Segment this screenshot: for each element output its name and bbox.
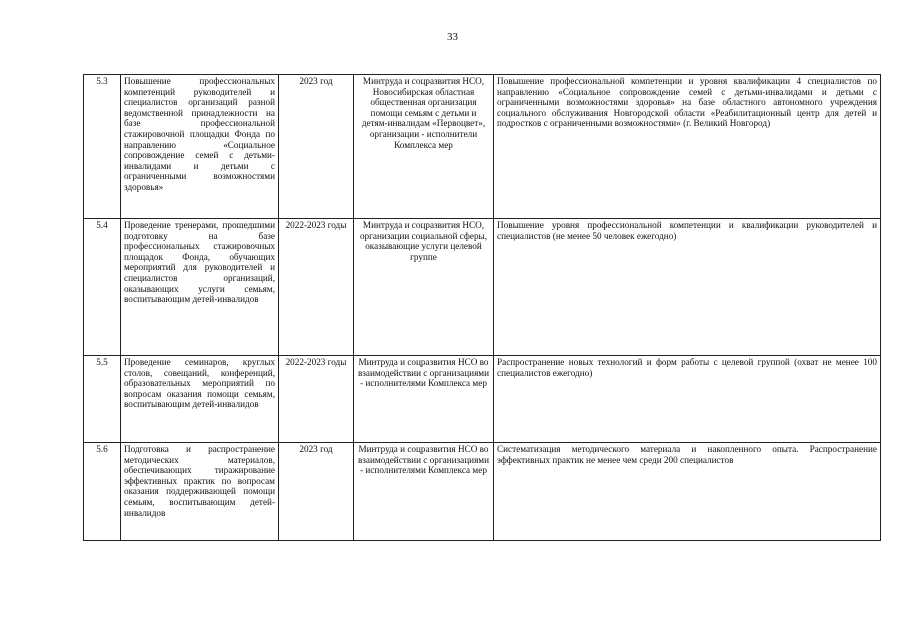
- row-number: 5.4: [84, 219, 121, 356]
- event-result: Повышение профессиональной компетенции и уровня квалификации 4 специалистов по направлению «Социальное сопровождение семей с детьми-инвалидами и детьми с ограниченными возможностями здоровья» на базе областного автономного учреждения социального обслуживания Новгородской области «Реабилитационный центр для детей и подростков с ограниченными возможностями» (г. Великий Новгород): [494, 75, 881, 219]
- event-responsible: Минтруда и соцразвития НСО во взаимодействии с организациями - исполнителями Комплекса мер: [354, 356, 494, 443]
- row-number: 5.6: [84, 443, 121, 541]
- event-result: Повышение уровня профессиональной компетенции и квалификации руководителей и специалистов (не менее 50 человек ежегодно): [494, 219, 881, 356]
- table-row: [84, 443, 881, 541]
- table-row: [84, 356, 881, 443]
- event-description: Проведение семинаров, круглых столов, совещаний, конференций, образовательных мероприятий по вопросам оказания помощи семьям, воспитывающим детей-инвалидов: [121, 356, 279, 443]
- table-row: [84, 75, 881, 219]
- row-number: 5.3: [84, 75, 121, 219]
- event-result: Систематизация методического материала и накопленного опыта. Распространение эффективных практик не менее чем среди 200 специалистов: [494, 443, 881, 541]
- event-result: Распространение новых технологий и форм работы с целевой группой (охват не менее 100 специалистов ежегодно): [494, 356, 881, 443]
- measures-table: [83, 74, 881, 541]
- event-term: 2023 год: [279, 443, 354, 541]
- event-term: 2022-2023 годы: [279, 219, 354, 356]
- event-description: Подготовка и распространение методических материалов, обеспечивающих тиражирование эффективных практик по вопросам оказания поддерживающей помощи семьям, воспитывающим детей-инвалидов: [121, 443, 279, 541]
- event-description: Повышение профессиональных компетенций руководителей и специалистов организаций разной ведомственной принадлежности на базе профессиональной стажировочной площадки Фонда по направлению «Социальное сопровождение семей с детьми-инвалидами и детьми с ограниченными возможностями здоровья»: [121, 75, 279, 219]
- event-responsible: Минтруда и соцразвития НСО во взаимодействии с организациями - исполнителями Комплекса мер: [354, 443, 494, 541]
- event-term: 2022-2023 годы: [279, 356, 354, 443]
- page-number: 33: [447, 31, 458, 43]
- event-responsible: Минтруда и соцразвития НСО, организации социальной сферы, оказывающие услуги целевой группе: [354, 219, 494, 356]
- event-description: Проведение тренерами, прошедшими подготовку на базе профессиональных стажировочных площадок Фонда, обучающих мероприятий для руководителей и специалистов организаций, оказывающих услуги семьям, воспитывающим детей-инвалидов: [121, 219, 279, 356]
- table-row: [84, 219, 881, 356]
- event-responsible: Минтруда и соцразвития НСО, Новосибирская областная общественная организация помощи семьям с детьми и детям-инвалидам «Первоцвет», организации - исполнители Комплекса мер: [354, 75, 494, 219]
- row-number: 5.5: [84, 356, 121, 443]
- event-term: 2023 год: [279, 75, 354, 219]
